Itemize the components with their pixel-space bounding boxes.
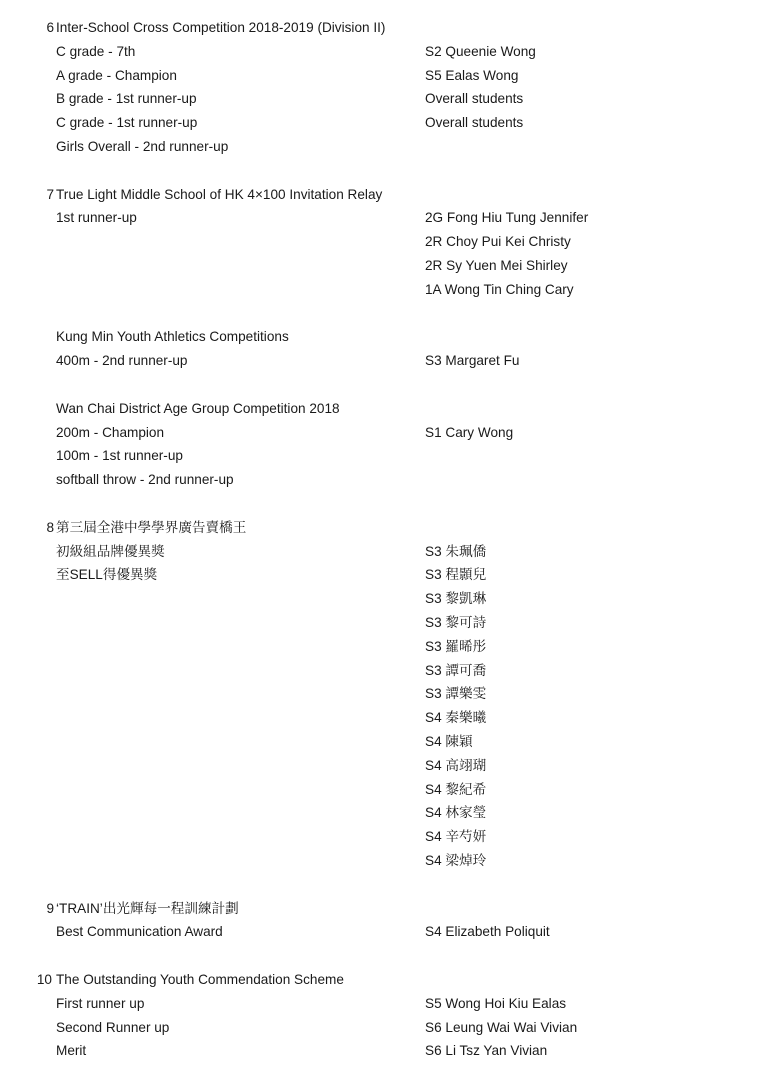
recipient-text: S4 Elizabeth Poliquit	[425, 924, 550, 940]
recipient-text: S3 Margaret Fu	[425, 353, 520, 369]
recipient-text: S3 朱珮僑	[425, 543, 487, 559]
recipient-text: S3 黎可詩	[425, 615, 487, 630]
award-text: 1st runner-up	[56, 210, 137, 226]
award-text: 至SELL得優異獎	[56, 567, 158, 583]
section-title: 第三屆全港中學學界廣告賣橋王	[56, 519, 247, 535]
recipient-text: Overall students	[425, 115, 524, 131]
recipient-text: S3 羅晞彤	[425, 638, 487, 654]
recipient-text: 2G Fong Hiu Tung Jennifer	[425, 210, 589, 226]
award-text: 100m - 1st runner-up	[56, 448, 183, 464]
section-title: The Outstanding Youth Commendation Scheme	[56, 972, 344, 987]
recipient-text: S4 梁焯玲	[425, 853, 487, 868]
award-text: softball throw - 2nd runner-up	[56, 472, 234, 488]
section-title: Inter-School Cross Competition 2018-2019 (Division II)	[56, 20, 386, 35]
award-text: Merit	[56, 1043, 87, 1059]
recipient-text: Overall students	[425, 91, 524, 107]
recipient-text: S2 Queenie Wong	[425, 43, 536, 59]
award-text: First runner up	[56, 995, 145, 1011]
section-number: 9	[46, 900, 54, 916]
section-number: 10	[36, 972, 52, 987]
recipient-text: S4 陳穎	[425, 734, 473, 749]
recipient-text: S4 林家瑩	[425, 805, 487, 821]
recipient-text: S4 秦樂曦	[425, 710, 487, 726]
recipient-text: S3 黎凱琳	[425, 591, 487, 607]
recipient-text: S6 Leung Wai Wai Vivian	[425, 1019, 578, 1035]
section-title: Wan Chai District Age Group Competition 2018	[56, 400, 340, 416]
section-number: 6	[46, 20, 54, 35]
award-text: 400m - 2nd runner-up	[56, 353, 188, 369]
award-text: Best Communication Award	[56, 924, 223, 940]
award-text: 初級組品牌優異獎	[56, 543, 165, 559]
recipient-text: S3 譚可喬	[425, 662, 487, 678]
recipient-text: S3 譚樂雯	[425, 686, 487, 702]
recipient-text: 1A Wong Tin Ching Cary	[425, 281, 574, 297]
recipient-text: S5 Ealas Wong	[425, 67, 519, 83]
award-text: C grade - 1st runner-up	[56, 115, 198, 131]
award-text: 200m - Champion	[56, 424, 165, 440]
section-title: True Light Middle School of HK 4×100 Invitation Relay	[56, 186, 383, 202]
recipient-text: 2R Choy Pui Kei Christy	[425, 234, 571, 250]
recipient-text: S5 Wong Hoi Kiu Ealas	[425, 995, 567, 1011]
award-text: B grade - 1st runner-up	[56, 91, 197, 107]
recipient-text: 2R Sy Yuen Mei Shirley	[425, 258, 568, 273]
award-text: A grade - Champion	[56, 67, 177, 83]
award-text: C grade - 7th	[56, 43, 136, 59]
recipient-text: S6 Li Tsz Yan Vivian	[425, 1043, 548, 1059]
recipient-text: S4 高翊瑚	[425, 757, 487, 773]
recipient-text: S4 辛芍妍	[425, 829, 487, 845]
recipient-text: S3 程顥兒	[425, 567, 487, 583]
section-number: 8	[46, 519, 54, 535]
award-text: Second Runner up	[56, 1019, 170, 1035]
section-title: Kung Min Youth Athletics Competitions	[56, 329, 289, 345]
section-title: ‘TRAIN’出光輝每一程訓練計劃	[56, 900, 239, 916]
recipient-text: S4 黎紀希	[425, 781, 487, 797]
award-text: Girls Overall - 2nd runner-up	[56, 139, 229, 154]
recipient-text: S1 Cary Wong	[425, 424, 514, 440]
section-number: 7	[46, 186, 54, 202]
